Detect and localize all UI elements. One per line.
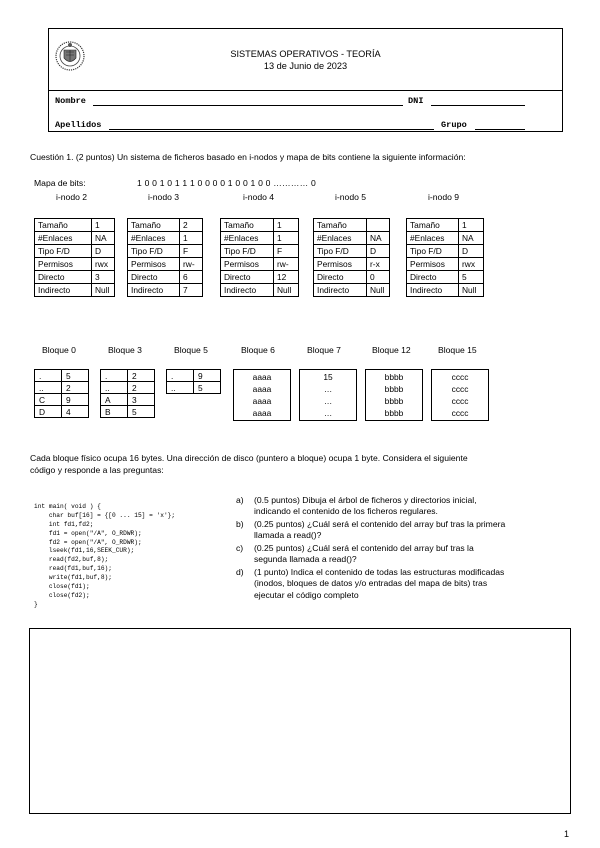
code-line: int fd1,fd2; [34,520,94,528]
exam-header [48,28,563,132]
bitmap-value: 1 0 0 1 0 1 1 1 0 0 0 0 1 0 0 1 0 0 ………… 0 [137,178,316,188]
code-line: write(fd1,buf,8); [34,574,112,582]
code-line: read(fd2,buf,8); [34,556,109,564]
course-title: SISTEMAS OPERATIVOS - TEORÍA [230,49,381,59]
code-listing [34,494,175,619]
inode-3-label: i-nodo 3 [148,192,180,202]
code-line: lseek(fd1,16,SEEK_CUR); [34,547,135,555]
inode-9-label: i-nodo 9 [428,192,460,202]
block-15-label: Bloque 15 [438,345,477,355]
block-7-label: Bloque 7 [307,345,341,355]
exam-title [49,48,562,72]
code-line: read(fd1,buf,16); [34,565,112,573]
apellidos-label: Apellidos [55,120,102,130]
answer-box[interactable] [29,628,571,814]
grupo-field[interactable] [475,129,525,130]
code-line: fd2 = open("/A", O_RDWR); [34,538,142,546]
inode-5-table: Tamaño #Enlaces NA Tipo F/D D Permisos r-x Directo 0 Indirecto Null [313,218,390,297]
block-3-label: Bloque 3 [108,345,142,355]
code-line: } [34,600,38,608]
block-12-label: Bloque 12 [372,345,411,355]
inode-9-table: Tamaño 1 #Enlaces NA Tipo F/D D Permisos rwx Directo 5 Indirecto Null [406,218,484,297]
block-15-content: cccc cccc cccc cccc [431,369,489,421]
block-0-table: . 5 .. 2 C 9 D 4 [34,369,89,418]
question-1-intro: Cuestión 1. (2 puntos) Un sistema de ficheros basado en i-nodos y mapa de bits contiene la siguiente información: [30,152,466,162]
inode-2-table: Tamaño 1 #Enlaces NA Tipo F/D D Permisos rwx Directo 3 Indirecto Null [34,218,115,297]
block-7-content: 15 … … … [299,369,357,421]
dni-label: DNI [408,96,424,106]
header-title-area [49,29,562,91]
code-line: fd1 = open("/A", O_RDWR); [34,529,142,537]
statement-line-1: Cada bloque físico ocupa 16 bytes. Una dirección de disco (puntero a bloque) ocupa 1 byte. Considera el siguiente [30,453,468,463]
nombre-label: Nombre [55,96,86,106]
code-line: char buf[16] = {[0 ... 15] = 'x'}; [34,511,176,519]
code-line: int main( void ) { [34,502,101,510]
code-line: close(fd1); [34,583,90,591]
inode-3-table: Tamaño 2 #Enlaces 1 Tipo F/D F Permisos rw- Directo 6 Indirecto 7 [127,218,203,297]
apellidos-field[interactable] [109,129,434,130]
block-0-label: Bloque 0 [42,345,76,355]
statement-line-2: código y responde a las preguntas: [30,465,164,475]
code-line: close(fd2); [34,591,90,599]
block-12-content: bbbb bbbb bbbb bbbb [365,369,423,421]
inode-5-label: i-nodo 5 [335,192,367,202]
inode-2-label: i-nodo 2 [56,192,88,202]
block-6-label: Bloque 6 [241,345,275,355]
dni-field[interactable] [431,105,525,106]
block-6-content: aaaa aaaa aaaa aaaa [233,369,291,421]
exam-date: 13 de Junio de 2023 [263,61,348,71]
grupo-label: Grupo [441,120,467,130]
inode-4-label: i-nodo 4 [243,192,275,202]
bitmap-label: Mapa de bits: [34,178,86,188]
page-number: 1 [564,829,570,839]
inode-4-table: Tamaño 1 #Enlaces 1 Tipo F/D F Permisos rw- Directo 12 Indirecto Null [220,218,299,297]
block-3-table: . 2 .. 2 A 3 B 5 [100,369,155,418]
block-5-table: . 9 .. 5 [166,369,221,394]
nombre-field[interactable] [93,105,403,106]
block-5-label: Bloque 5 [174,345,208,355]
